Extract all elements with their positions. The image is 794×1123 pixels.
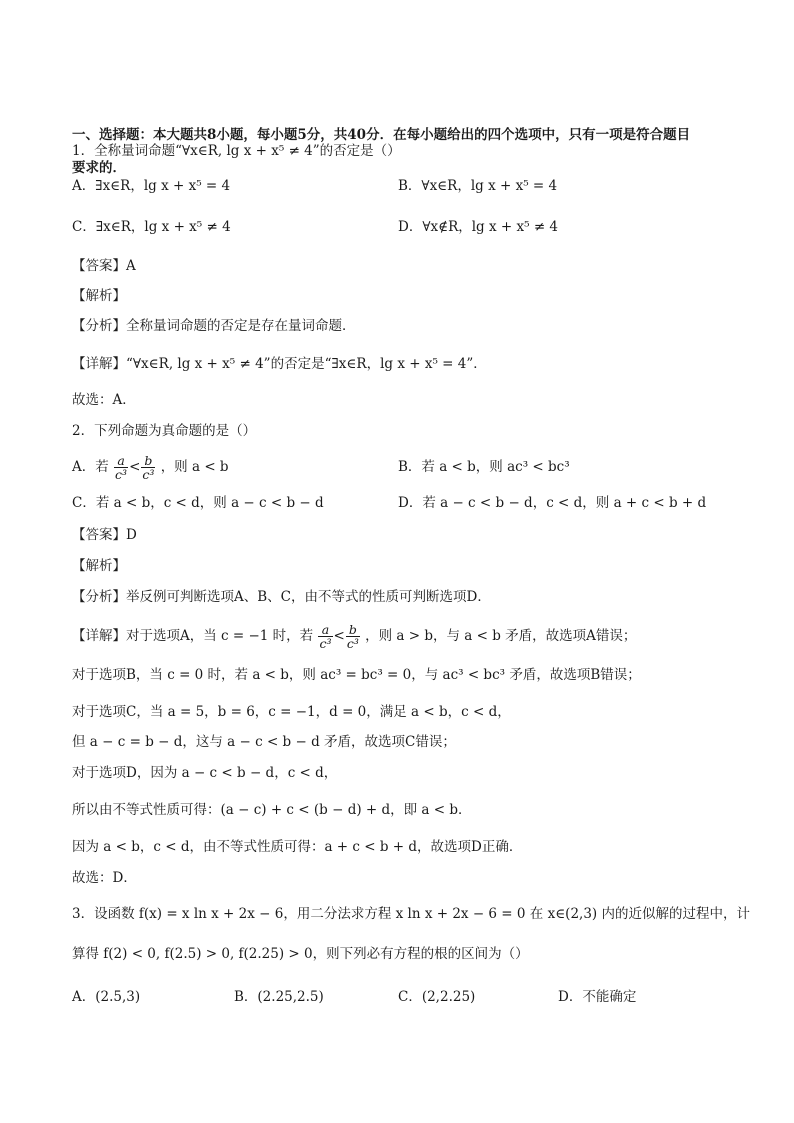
q2-option-a-pre: A．若 (72, 459, 109, 475)
q1-option-c: C．∃x∈R，lg x + x⁵ ≠ 4 (72, 219, 231, 235)
q2-detail-lt: < (333, 628, 345, 644)
q2-option-a-frac-1 (114, 454, 128, 481)
q3-option-b: B．(2.25,2.5) (234, 989, 324, 1005)
q2-option-a-num-1: a (114, 454, 128, 468)
q1-answer: 【答案】A (72, 258, 136, 274)
q2-detail-b: 对于选项B，当 c = 0 时，若 a < b，则 ac³ = bc³ = 0，与 ac³ < bc³ 矛盾，故选项B错误； (72, 667, 641, 683)
q3-option-d: D．不能确定 (558, 989, 637, 1005)
q1-option-a: A．∃x∈R，lg x + x⁵ = 4 (72, 178, 231, 194)
q2-stem: 2．下列命题为真命题的是（） (72, 423, 257, 439)
q2-option-a-den-2: c³ (142, 467, 155, 482)
q2-option-a-lt: < (129, 459, 141, 475)
q1-option-d: D．∀x∉R，lg x + x⁵ ≠ 4 (398, 219, 559, 235)
q2-detail-num-1: a (318, 623, 332, 637)
q2-detail-c2: 但 a − c = b − d，这与 a − c < b − d 矛盾，故选项C错误； (72, 734, 456, 750)
q1-fenxi: 【分析】全称量词命题的否定是存在量词命题． (72, 318, 356, 334)
q3-stem-line-2: 算得 f(2) < 0, f(2.5) > 0, f(2.25) > 0，则下列必有方程的根的区间为（） (72, 946, 529, 962)
q1-detail: 【详解】“∀x∈R, lg x + x⁵ ≠ 4”的否定是“∃x∈R，lg x + x⁵ = 4”． (72, 356, 487, 372)
q2-detail-post: ，则 a > b，与 a < b 矛盾，故选项A错误； (365, 628, 637, 644)
q2-option-a (72, 452, 229, 482)
q2-detail-frac-1 (318, 623, 332, 650)
q2-detail-num-2: b (346, 623, 360, 637)
q2-option-d: D．若 a − c < b − d，c < d，则 a + c < b + d (398, 495, 707, 511)
q3-stem-line-1: 3．设函数 f(x) = x ln x + 2x − 6，用二分法求方程 x ln x + 2x − 6 = 0 在 x∈(2,3) 内的近似解的过程中，计 (72, 906, 750, 922)
q1-stem-text: 1．全称量词命题“∀x∈R, lg x + x⁵ ≠ 4”的否定是（） (72, 143, 401, 159)
q2-option-c: C．若 a < b，c < d，则 a − c < b − d (72, 495, 324, 511)
q3-option-c: C．(2,2.25) (398, 989, 476, 1005)
section-heading-line-2: 要求的． (72, 160, 126, 176)
q2-answer: 【答案】D (72, 527, 137, 543)
q2-option-a-post: ，则 a < b (160, 459, 229, 475)
q1-choose: 故选：A． (72, 392, 136, 408)
q2-detail-den-1: c³ (319, 636, 332, 651)
q2-detail-frac-2 (346, 623, 360, 650)
q2-fenxi: 【分析】举反例可判断选项A、B、C，由不等式的性质可判断选项D． (72, 589, 491, 605)
section-heading-line-1: 一、选择题：本大题共8小题，每小题5分，共40分．在每小题给出的四个选项中，只有一项是符合题目 (72, 127, 691, 143)
q2-detail-d1: 对于选项D，因为 a − c < b − d，c < d， (72, 765, 338, 781)
q1-option-b: B．∀x∈R，lg x + x⁵ = 4 (398, 178, 558, 194)
q2-option-a-frac-2 (141, 454, 155, 481)
q3-option-a: A．(2.5,3) (72, 989, 141, 1005)
q2-option-b: B．若 a < b，则 ac³ < bc³ (398, 459, 570, 475)
q2-analysis-label: 【解析】 (72, 558, 126, 574)
q1-analysis-label: 【解析】 (72, 288, 126, 304)
q2-detail-c1: 对于选项C，当 a = 5，b = 6，c = −1，d = 0，满足 a < b，c < d， (72, 704, 511, 720)
q2-option-a-den-1: c³ (115, 467, 128, 482)
q2-detail-pre: 【详解】对于选项A，当 c = −1 时，若 (72, 628, 314, 644)
q2-detail-den-2: c³ (346, 636, 359, 651)
q2-detail-d3: 因为 a < b，c < d，由不等式性质可得：a + c < b + d，故选项D正确． (72, 839, 523, 855)
q2-choose: 故选：D． (72, 870, 137, 886)
q2-option-a-num-2: b (141, 454, 155, 468)
q2-detail-d2: 所以由不等式性质可得：(a − c) + c < (b − d) + d，即 a < b． (72, 802, 472, 818)
q2-detail-a (72, 621, 734, 651)
